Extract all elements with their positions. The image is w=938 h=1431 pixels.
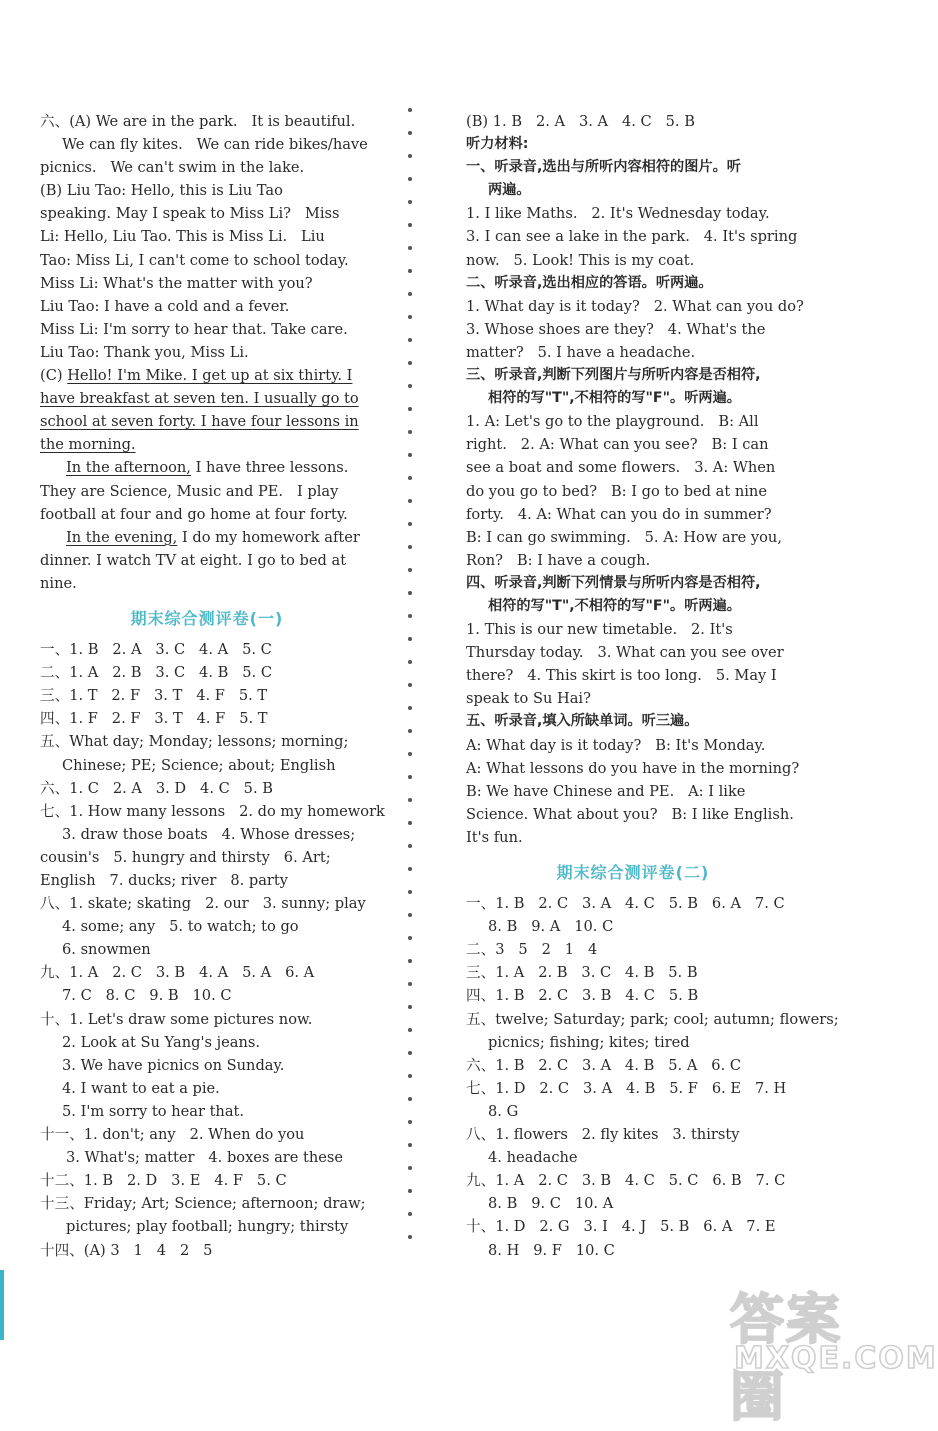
answer-line: 8. H 9. F 10. C — [488, 1241, 615, 1259]
divider-dot — [408, 660, 412, 664]
divider-dot — [408, 246, 412, 250]
text-line — [40, 387, 374, 410]
heading: 一、听录音,选出与所听内容相符的图片。听 — [466, 159, 741, 176]
answer-line: 八、1. skate; skating 2. our 3. sunny; play — [40, 895, 366, 913]
divider-dot — [408, 591, 412, 595]
text-line: 1. A: Let's go to the playground. B: All — [466, 413, 759, 431]
answer-line: 3. We have picnics on Sunday. — [62, 1056, 285, 1074]
section-title: 期末综合测评卷(二) — [556, 863, 710, 882]
text-line — [40, 456, 374, 479]
divider-dot — [408, 614, 412, 618]
watermark-text: 答案圈 — [730, 1288, 842, 1428]
divider-dot — [408, 706, 412, 710]
underlined-text: Hello! I'm Mike. I get up at six thirty. I — [67, 367, 353, 385]
divider-dot — [408, 1189, 412, 1193]
divider-dot — [408, 131, 412, 135]
answer-line: English 7. ducks; river 8. party — [40, 872, 289, 889]
heading: 五、听录音,填入所缺单词。听三遍。 — [466, 713, 699, 730]
answer-line: 十、1. D 2. G 3. I 4. J 5. B 6. A 7. E — [466, 1218, 776, 1236]
answer-line: 8. B 9. A 10. C — [488, 918, 614, 936]
text-line: A: What day is it today? B: It's Monday. — [466, 736, 766, 754]
text-line: forty. 4. A: What can you do in summer? — [466, 505, 772, 523]
section-title: 期末综合测评卷(一) — [130, 608, 284, 628]
divider-dot — [408, 568, 412, 572]
answer-line: 三、1. A 2. B 3. C 4. B 5. B — [466, 964, 698, 982]
divider-dot — [408, 200, 412, 204]
divider-dot — [408, 292, 412, 296]
watermark-url: MXQE.COM — [734, 1341, 938, 1376]
text-line: Liu Tao: Thank you, Miss Li. — [40, 343, 249, 361]
divider-dot — [408, 177, 412, 181]
underlined-text: have breakfast at seven ten. I usually go to — [40, 390, 359, 408]
divider-dot — [408, 1051, 412, 1055]
divider-dot — [408, 683, 412, 687]
answer-line: picnics; fishing; kites; tired — [488, 1033, 690, 1051]
text-line — [40, 433, 374, 456]
answer-line: 5. I'm sorry to hear that. — [62, 1102, 245, 1120]
answer-line: 4. some; any 5. to watch; to go — [62, 918, 299, 936]
text-line: It's fun. — [466, 828, 523, 846]
divider-dot — [408, 499, 412, 503]
answer-line: 十四、(A) 3 1 4 2 5 — [40, 1241, 213, 1259]
divider-dot — [408, 1235, 412, 1239]
text-line: 3. I can see a lake in the park. 4. It's spring — [466, 228, 798, 246]
text-line: Ron? B: I have a cough. — [466, 551, 651, 569]
divider-dot — [408, 154, 412, 158]
answer-line: 七、1. D 2. C 3. A 4. B 5. F 6. E 7. H — [466, 1079, 787, 1097]
answer-line: 7. C 8. C 9. B 10. C — [62, 987, 232, 1005]
answer-line: 三、1. T 2. F 3. T 4. F 5. T — [40, 687, 268, 705]
answer-line: 二、1. A 2. B 3. C 4. B 5. C — [40, 664, 272, 682]
divider-dot — [408, 1005, 412, 1009]
text-line: dinner. I watch TV at eight. I go to bed at — [40, 551, 347, 569]
answer-line: 4. headache — [488, 1149, 578, 1167]
answer-line: 3. draw those boats 4. Whose dresses; — [62, 825, 356, 843]
left-column — [40, 110, 385, 1262]
answer-line: 五、twelve; Saturday; park; cool; autumn; flowers; — [466, 1010, 839, 1028]
divider-dot — [408, 384, 412, 388]
answer-line: 一、1. B 2. C 3. A 4. C 5. B 6. A 7. C — [466, 895, 785, 913]
text-line: nine. — [40, 574, 77, 592]
divider-dot — [408, 752, 412, 756]
text-line: now. 5. Look! This is my coat. — [466, 251, 695, 269]
divider-dot — [408, 982, 412, 986]
heading: 二、听录音,选出相应的答语。听两遍。 — [466, 274, 713, 291]
answer-line: 8. G — [488, 1102, 519, 1120]
divider-dot — [408, 522, 412, 526]
text-line: (B) Liu Tao: Hello, this is Liu Tao — [40, 182, 283, 200]
text-line: speaking. May I speak to Miss Li? Miss — [40, 205, 340, 223]
heading: 相符的写"T",不相符的写"F"。听两遍。 — [488, 390, 741, 407]
divider-dot — [408, 223, 412, 227]
divider-dot — [408, 936, 412, 940]
page-edge-mark — [0, 1270, 4, 1340]
divider-dot — [408, 913, 412, 917]
divider-dot — [408, 1028, 412, 1032]
divider-dot — [408, 361, 412, 365]
text-line: B: We have Chinese and PE. A: I like — [466, 782, 746, 800]
answer-line: 八、1. flowers 2. fly kites 3. thirsty — [466, 1126, 740, 1144]
answer-line: 四、1. F 2. F 3. T 4. F 5. T — [40, 710, 268, 728]
divider-dot — [408, 269, 412, 273]
underlined-text: In the evening, — [66, 528, 178, 546]
answer-line: 六、1. B 2. C 3. A 4. B 5. A 6. C — [466, 1056, 742, 1074]
divider-dot — [408, 959, 412, 963]
text-line: Miss Li: What's the matter with you? — [40, 274, 313, 292]
divider-dot — [408, 844, 412, 848]
answer-line: cousin's 5. hungry and thirsty 6. Art; — [40, 848, 331, 866]
text-line: 1. This is our new timetable. 2. It's — [466, 621, 733, 639]
divider-dot — [408, 1097, 412, 1101]
divider-dot — [408, 1143, 412, 1147]
answer-line: 二、3 5 2 1 4 — [466, 941, 598, 959]
text-line: Thursday today. 3. What can you see over — [466, 644, 784, 662]
answer-line: 十二、1. B 2. D 3. E 4. F 5. C — [40, 1172, 287, 1190]
text-line: We can fly kites. We can ride bikes/have — [62, 136, 368, 154]
watermark-logo — [720, 1277, 938, 1428]
part-label: (C) — [40, 367, 68, 385]
text-line: Miss Li: I'm sorry to hear that. Take care. — [40, 320, 348, 338]
text-line: matter? 5. I have a headache. — [466, 343, 696, 361]
divider-dot — [408, 430, 412, 434]
divider-dot — [408, 798, 412, 802]
text-line: Tao: Miss Li, I can't come to school today. — [40, 251, 349, 269]
divider-dot — [408, 476, 412, 480]
answer-line: pictures; play football; hungry; thirsty — [66, 1218, 349, 1236]
divider-dot — [408, 1074, 412, 1078]
text-line: Liu Tao: I have a cold and a fever. — [40, 297, 290, 315]
heading: 听力材料: — [466, 136, 529, 153]
answer-line: 2. Look at Su Yang's jeans. — [62, 1033, 261, 1051]
divider-dot — [408, 637, 412, 641]
answer-line: 七、1. How many lessons 2. do my homework — [40, 802, 385, 820]
divider-dot — [408, 545, 412, 549]
text-line: 1. I like Maths. 2. It's Wednesday today. — [466, 205, 770, 223]
text-line: Li: Hello, Liu Tao. This is Miss Li. Liu — [40, 228, 325, 246]
answer-line: 4. I want to eat a pie. — [62, 1079, 220, 1097]
divider-dot — [408, 729, 412, 733]
underlined-text: the morning. — [40, 436, 136, 454]
text-line: A: What lessons do you have in the morning? — [466, 759, 800, 777]
text-line: They are Science, Music and PE. I play — [40, 482, 339, 500]
divider-dot — [408, 867, 412, 871]
divider-dot — [408, 315, 412, 319]
answer-line: Chinese; PE; Science; about; English — [62, 756, 336, 774]
answer-line: 8. B 9. C 10. A — [488, 1195, 614, 1213]
heading: 三、听录音,判断下列图片与所听内容是否相符, — [466, 367, 761, 384]
answer-line: 九、1. A 2. C 3. B 4. C 5. C 6. B 7. C — [466, 1172, 786, 1190]
text-line: 六、(A) We are in the park. It is beautiful. — [40, 113, 356, 130]
right-column — [466, 110, 839, 1262]
answer-line: 五、What day; Monday; lessons; morning; — [40, 733, 349, 751]
text-line: there? 4. This skirt is too long. 5. May I — [466, 667, 777, 685]
text-line: 3. Whose shoes are they? 4. What's the — [466, 320, 766, 338]
text-line — [40, 410, 374, 433]
text-span: I have three lessons. — [190, 459, 349, 477]
answer-line: 九、1. A 2. C 3. B 4. A 5. A 6. A — [40, 964, 315, 982]
divider-dot — [408, 890, 412, 894]
divider-dot — [408, 407, 412, 411]
answer-line: 六、1. C 2. A 3. D 4. C 5. B — [40, 779, 273, 797]
text-line — [40, 526, 374, 549]
text-line — [40, 364, 374, 387]
column-divider — [407, 108, 413, 1268]
underlined-text: school at seven forty. I have four lessons in — [40, 413, 359, 431]
divider-dot — [408, 1166, 412, 1170]
text-line: picnics. We can't swim in the lake. — [40, 159, 305, 177]
text-line: do you go to bed? B: I go to bed at nine — [466, 482, 767, 500]
heading: 两遍。 — [488, 182, 531, 199]
text-span: I do my homework after — [177, 528, 360, 546]
text-line: speak to Su Hai? — [466, 690, 591, 708]
heading: 相符的写"T",不相符的写"F"。听两遍。 — [488, 597, 741, 614]
answer-line: 十、1. Let's draw some pictures now. — [40, 1010, 313, 1028]
answer-line: 十一、1. don't; any 2. When do you — [40, 1126, 305, 1144]
divider-dot — [408, 821, 412, 825]
text-line: 1. What day is it today? 2. What can you do? — [466, 297, 804, 315]
answer-line: 一、1. B 2. A 3. C 4. A 5. C — [40, 641, 272, 659]
heading: 四、听录音,判断下列情景与所听内容是否相符, — [466, 574, 761, 591]
answer-line: 四、1. B 2. C 3. B 4. C 5. B — [466, 987, 699, 1005]
text-line: football at four and go home at four forty. — [40, 505, 348, 523]
answer-line: 十三、Friday; Art; Science; afternoon; draw; — [40, 1195, 366, 1213]
divider-dot — [408, 338, 412, 342]
answer-line: 6. snowmen — [62, 941, 151, 959]
divider-dot — [408, 1120, 412, 1124]
answer-line: 3. What's; matter 4. boxes are these — [66, 1149, 344, 1167]
underlined-text: In the afternoon, — [66, 459, 191, 477]
divider-dot — [408, 775, 412, 779]
text-line: see a boat and some flowers. 3. A: When — [466, 459, 776, 477]
divider-dot — [408, 453, 412, 457]
answer-line: (B) 1. B 2. A 3. A 4. C 5. B — [466, 113, 695, 130]
divider-dot — [408, 1212, 412, 1216]
text-line: Science. What about you? B: I like English. — [466, 805, 794, 823]
text-line: B: I can go swimming. 5. A: How are you, — [466, 528, 782, 546]
text-line: right. 2. A: What can you see? B: I can — [466, 436, 769, 454]
divider-dot — [408, 108, 412, 112]
